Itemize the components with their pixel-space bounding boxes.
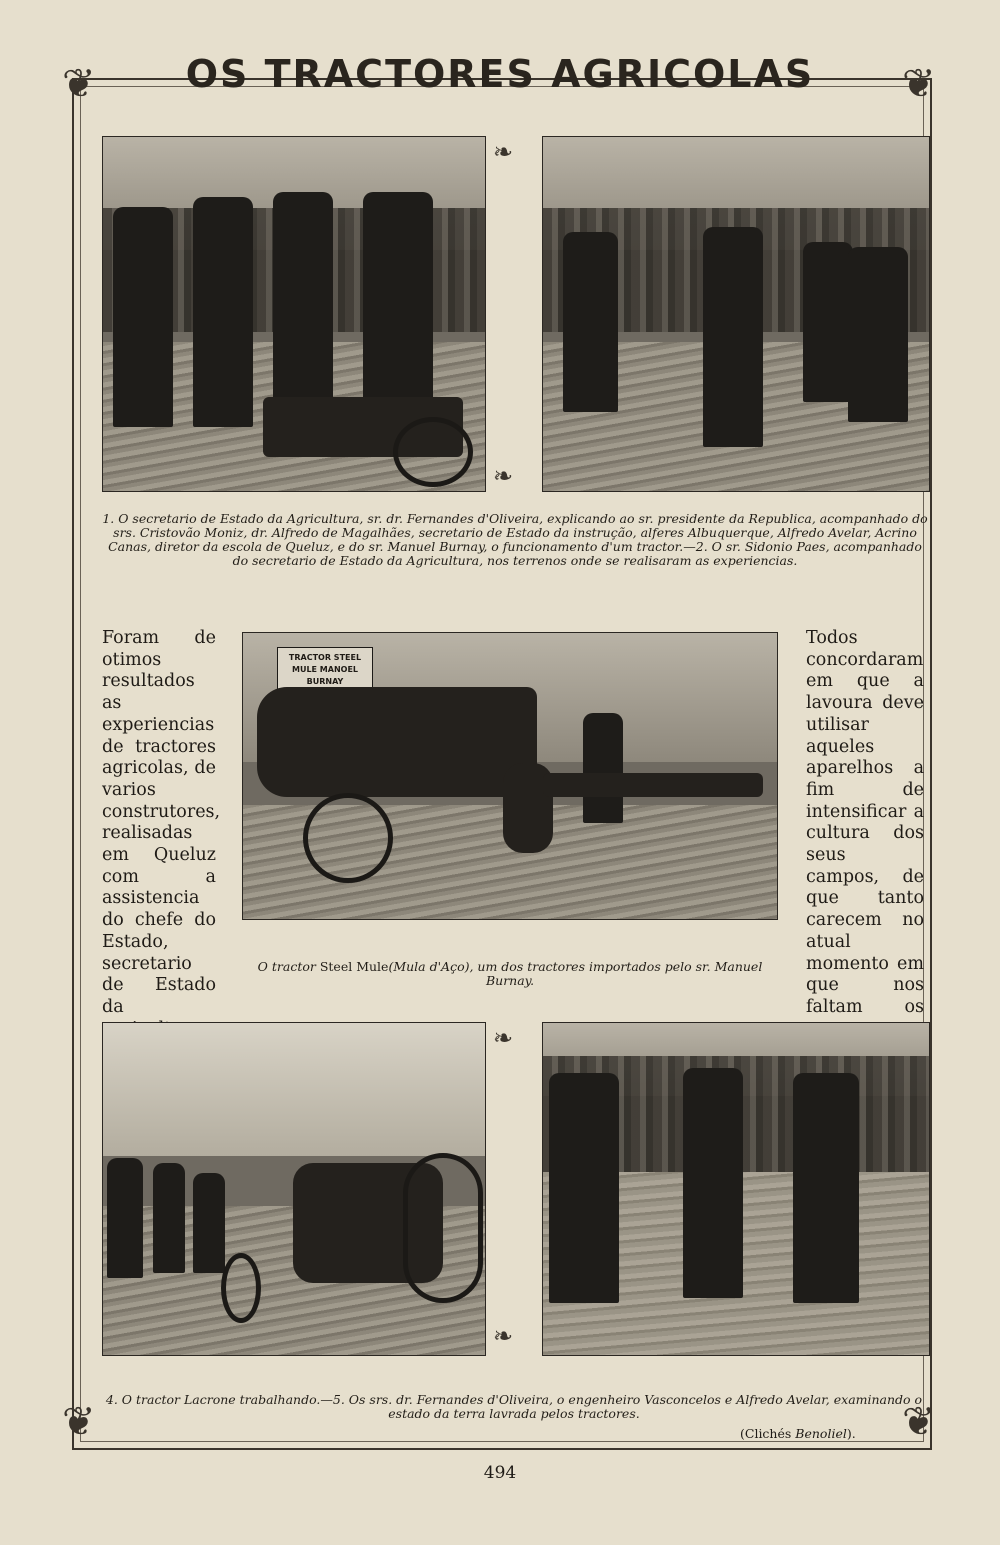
- caption-middle-prefix: O tractor: [257, 959, 316, 974]
- scroll-ornament-bottom: ❧: [493, 1322, 514, 1350]
- scroll-ornament-mid: ❧: [493, 462, 514, 490]
- text-column-left-paragraph: Foram de otimos resultados as experiencias de tractores agricolas, de varios construtores, realisadas em Queluz com a assistencia do chefe do Estado, secretario de Estado da: [102, 628, 221, 1017]
- photo-credit-suffix: ).: [846, 1426, 856, 1441]
- corner-ornament-bottom-left: ❦: [62, 1399, 96, 1445]
- photo-figure: [848, 247, 908, 422]
- photo-lacrone-tractor: [102, 1022, 486, 1356]
- photo-sidonio-paes-field: [542, 136, 930, 492]
- photo-examining-ploughed-land: [542, 1022, 930, 1356]
- photo-credit-prefix: (Clichés: [740, 1426, 792, 1441]
- photo-secretary-explaining-tractor: [102, 136, 486, 492]
- caption-bottom: 4. O tractor Lacrone trabalhando.—5. Os srs. dr. Fernandes d'Oliveira, o engenheiro Vasconcelos e Alfredo Avelar, examinando o estado da terra lavrada pelos tractores.: [105, 1392, 923, 1421]
- photo-figure: [703, 227, 763, 447]
- photo-figure: [793, 1073, 859, 1303]
- photo-figure: [683, 1068, 743, 1298]
- photo-figure: [193, 197, 253, 427]
- caption-middle-rest: (Mula d'Aço), um dos tractores importados pelo sr. Manuel Burnay.: [388, 959, 763, 988]
- photo-figure: [549, 1073, 619, 1303]
- photo-wheel: [303, 793, 393, 883]
- caption-middle: [242, 960, 778, 988]
- photo-figure: [563, 232, 618, 412]
- photo-wheel: [393, 417, 473, 487]
- photo-figure: [583, 713, 623, 823]
- scroll-ornament-lower: ❧: [493, 1024, 514, 1052]
- page-title: OS TRACTORES AGRICOLAS: [185, 52, 815, 96]
- text-column-right: [806, 628, 924, 1084]
- photo-figure: [113, 207, 173, 427]
- photo-credit-name: Benoliel: [795, 1426, 847, 1441]
- photo-figure: [153, 1163, 185, 1273]
- scroll-ornament-top: ❧: [493, 138, 514, 166]
- photo-sky: [103, 1023, 485, 1156]
- photo-wheel: [403, 1153, 483, 1303]
- caption-top: 1. O secretario de Estado da Agricultura, sr. dr. Fernandes d'Oliveira, explicando ao sr. presidente da Republica, acompanhado do srs. Cristovão Moniz, dr. Alfredo de Magalhães, secretario de Estado da instrução, alferes Albuquerque, Alfredo Avelar, Acrino Canas, diretor da escola de Queluz, e do sr. Manuel Burnay, o funcionamento d'um tractor.—2. O sr. Sidonio Paes, acompanhado do secretario de Estado da Agricultura, nos terrenos onde se realisaram as experiencias.: [102, 511, 928, 568]
- photo-credit: [740, 1426, 856, 1441]
- photo-wheel: [221, 1253, 261, 1323]
- caption-middle-tractor-name: Steel Mule: [319, 959, 389, 974]
- corner-ornament-bottom-right: ❦: [902, 1399, 936, 1445]
- photo-plough: [543, 773, 763, 797]
- photo-tractor-body: [257, 687, 537, 797]
- corner-ornament-top-left: ❦: [62, 61, 96, 107]
- photo-figure: [803, 242, 853, 402]
- photo-steel-mule-tractor: [242, 632, 778, 920]
- text-column-right-paragraph: Todos concordaram em que a lavoura deve utilisar aqueles aparelhos a fim de intensificar a cultura dos seus campos, de que tanto carecem no atual momento em que nos faltam os: [806, 628, 924, 1017]
- photo-figure: [107, 1158, 143, 1278]
- photo-figure: [363, 192, 433, 432]
- photo-figure: [273, 192, 333, 422]
- photo-figure: [193, 1173, 225, 1273]
- tractor-sign: TRACTOR STEEL MULE MANOEL BURNAY: [277, 647, 373, 695]
- corner-ornament-top-right: ❦: [902, 61, 936, 107]
- page-number: 494: [483, 1463, 517, 1483]
